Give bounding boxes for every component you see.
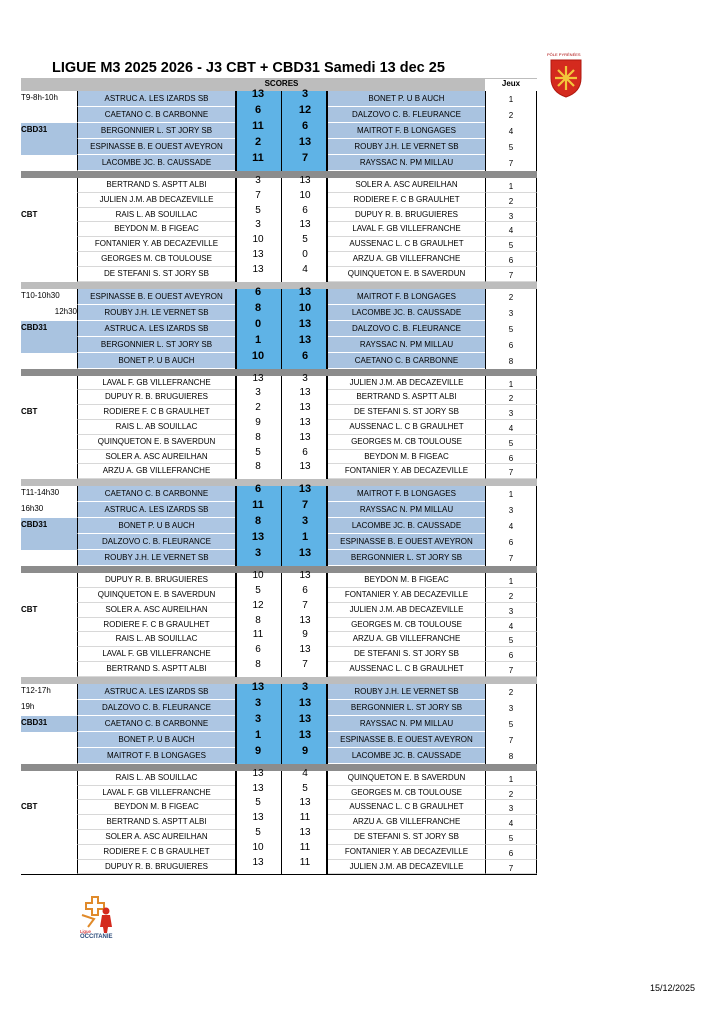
- score-2: 6: [302, 446, 308, 458]
- game-number: 6: [485, 252, 537, 267]
- player-1: SOLER A. ASC AUREILHAN: [77, 830, 235, 845]
- score-1: 2: [255, 402, 261, 414]
- player-2: LACOMBE JC. B. CAUSSADE: [328, 305, 485, 321]
- score-1: 6: [254, 285, 262, 298]
- player-2: JULIEN J.M. AB DECAZEVILLE: [328, 860, 485, 875]
- division-label: CBT: [21, 407, 38, 417]
- score-2: 3: [301, 88, 309, 100]
- game-number: 1: [485, 573, 537, 588]
- score-1: 5: [255, 204, 261, 216]
- player-1: MAITROT F. B LONGAGES: [77, 748, 235, 764]
- scores-header: SCORES: [264, 79, 299, 88]
- score-2: 4: [302, 767, 308, 779]
- player-2: BEYDON M. B FIGEAC: [328, 450, 485, 465]
- score-2: 9: [301, 744, 309, 757]
- player-2: SOLER A. ASC AUREILHAN: [328, 178, 485, 193]
- game-number: 2: [485, 786, 537, 801]
- score-1: 13: [251, 680, 265, 693]
- player-2: RODIERE F. C B GRAULHET: [328, 193, 485, 208]
- player-2: FONTANIER Y. AB DECAZEVILLE: [328, 588, 485, 603]
- player-2: ARZU A. GB VILLEFRANCHE: [328, 252, 485, 267]
- score-1: 13: [252, 767, 264, 779]
- score-1: 5: [255, 446, 261, 458]
- game-number: 7: [485, 550, 537, 566]
- player-1: LAVAL F. GB VILLEFRANCHE: [77, 647, 235, 662]
- game-number: 1: [485, 486, 537, 502]
- player-1: RAIS L. AB SOUILLAC: [77, 632, 235, 647]
- score-2: 6: [301, 120, 309, 132]
- game-number: 7: [485, 464, 537, 479]
- round-label: 16h30: [21, 504, 44, 514]
- score-1: 13: [251, 531, 265, 544]
- match-row: [21, 263, 537, 282]
- score-1: 7: [255, 189, 261, 201]
- player-1: CAETANO C. B CARBONNE: [77, 107, 235, 123]
- round-label: CBD31: [21, 125, 48, 134]
- score-1: 3: [254, 547, 262, 560]
- player-2: BERGONNIER L. ST JORY SB: [328, 700, 485, 716]
- player-2: DUPUY R. B. BRUGUIERES: [328, 208, 485, 223]
- match-row: [21, 152, 537, 171]
- player-1: BERTRAND S. ASPTT ALBI: [77, 662, 235, 677]
- player-1: BERGONNIER L. ST JORY SB: [77, 123, 235, 139]
- player-1: ESPINASSE B. E OUEST AVEYRON: [77, 289, 235, 305]
- score-1: 13: [252, 782, 264, 794]
- game-number: 6: [485, 337, 537, 353]
- round-label: CBD31: [21, 717, 48, 727]
- score-1: 3: [255, 219, 261, 231]
- player-2: DE STEFANI S. ST JORY SB: [328, 647, 485, 662]
- game-number: 3: [485, 208, 537, 223]
- player-1: LAVAL F. GB VILLEFRANCHE: [77, 376, 235, 391]
- player-2: ARZU A. GB VILLEFRANCHE: [328, 632, 485, 647]
- player-2: AUSSENAC L. C B GRAULHET: [328, 800, 485, 815]
- round-label: 12h30: [54, 306, 77, 316]
- label-background: [21, 337, 77, 353]
- score-1: 3: [254, 696, 262, 709]
- label-background: [21, 107, 77, 123]
- game-number: 7: [485, 860, 537, 875]
- score-2: 13: [299, 797, 311, 809]
- player-1: BERTRAND S. ASPTT ALBI: [77, 178, 235, 193]
- round-label: 19h: [21, 701, 35, 711]
- player-2: AUSSENAC L. C B GRAULHET: [328, 662, 485, 677]
- round-label: T10-10h30: [21, 290, 60, 300]
- score-1: 1: [254, 333, 262, 346]
- score-2: 13: [299, 175, 311, 186]
- player-1: ROUBY J.H. LE VERNET SB: [77, 550, 235, 566]
- game-number: 3: [485, 405, 537, 420]
- game-number: 1: [485, 771, 537, 786]
- score-2: 13: [299, 614, 311, 626]
- player-1: GEORGES M. CB TOULOUSE: [77, 252, 235, 267]
- score-1: 10: [252, 841, 264, 853]
- player-2: DE STEFANI S. ST JORY SB: [328, 830, 485, 845]
- score-2: 13: [298, 728, 312, 741]
- player-1: ESPINASSE B. E OUEST AVEYRON: [77, 139, 235, 155]
- score-1: 11: [252, 120, 264, 132]
- page-title: LIGUE M3 2025 2026 - J3 CBT + CBD31 Samedi 13 dec 25: [52, 60, 445, 76]
- game-number: 7: [485, 267, 537, 282]
- score-2: 3: [302, 372, 308, 384]
- player-2: LAVAL F. GB VILLEFRANCHE: [328, 222, 485, 237]
- label-background: [21, 550, 77, 566]
- game-number: 5: [485, 139, 537, 155]
- score-1: 10: [252, 234, 264, 246]
- player-1: ARZU A. GB VILLEFRANCHE: [77, 464, 235, 479]
- logo-line2: OCCITANIE: [80, 934, 113, 940]
- player-2: BERTRAND S. ASPTT ALBI: [328, 390, 485, 405]
- player-2: QUINQUETON E. B SAVERDUN: [328, 267, 485, 282]
- player-1: BONET P. U B AUCH: [77, 518, 235, 534]
- jeux-header: Jeux: [485, 79, 537, 91]
- score-2: 10: [298, 301, 312, 314]
- player-2: ESPINASSE B. E OUEST AVEYRON: [328, 534, 485, 550]
- results-sheet: [21, 78, 537, 875]
- game-number: 3: [485, 502, 537, 518]
- player-2: ROUBY J.H. LE VERNET SB: [328, 684, 485, 700]
- player-1: ROUBY J.H. LE VERNET SB: [77, 305, 235, 321]
- score-2: 6: [302, 584, 308, 596]
- player-2: MAITROT F. B LONGAGES: [328, 486, 485, 502]
- score-2: 13: [298, 136, 312, 148]
- score-1: 6: [254, 483, 262, 496]
- game-number: 1: [485, 91, 537, 107]
- game-number: 2: [485, 684, 537, 700]
- player-1: ASTRUC A. LES IZARDS SB: [77, 684, 235, 700]
- score-2: 11: [299, 812, 311, 824]
- score-1: 2: [254, 136, 262, 148]
- game-number: 2: [485, 107, 537, 123]
- player-1: RAIS L. AB SOUILLAC: [77, 208, 235, 223]
- game-number: 2: [485, 289, 537, 305]
- score-2: 7: [302, 658, 308, 670]
- game-number: 7: [485, 732, 537, 748]
- division-label: CBT: [21, 604, 38, 614]
- round-label: T12-17h: [21, 685, 51, 695]
- score-1: 8: [255, 658, 261, 670]
- round-label: T9-8h-10h: [21, 93, 58, 102]
- player-1: BERGONNIER L. ST JORY SB: [77, 337, 235, 353]
- game-number: 6: [485, 450, 537, 465]
- player-2: DALZOVO C. B. FLEURANCE: [328, 107, 485, 123]
- score-1: 9: [254, 744, 262, 757]
- player-2: CAETANO C. B CARBONNE: [328, 353, 485, 369]
- score-1: 8: [255, 614, 261, 626]
- score-2: 7: [301, 152, 309, 164]
- label-background: [21, 155, 77, 171]
- round-blocks: [21, 88, 537, 875]
- game-number: 2: [485, 588, 537, 603]
- score-2: 13: [298, 696, 312, 709]
- game-number: 4: [485, 618, 537, 633]
- game-number: 2: [485, 193, 537, 208]
- player-1: QUINQUETON E. B SAVERDUN: [77, 435, 235, 450]
- player-2: DE STEFANI S. ST JORY SB: [328, 405, 485, 420]
- player-1: CAETANO C. B CARBONNE: [77, 716, 235, 732]
- game-number: 7: [485, 662, 537, 677]
- score-2: 6: [301, 349, 309, 362]
- game-number: 5: [485, 632, 537, 647]
- game-number: 4: [485, 420, 537, 435]
- game-number: 8: [485, 748, 537, 764]
- score-2: 6: [302, 204, 308, 216]
- score-1: 9: [255, 416, 261, 428]
- game-number: 4: [485, 222, 537, 237]
- player-2: MAITROT F. B LONGAGES: [328, 123, 485, 139]
- game-number: 2: [485, 390, 537, 405]
- score-2: 11: [299, 841, 311, 853]
- player-2: FONTANIER Y. AB DECAZEVILLE: [328, 464, 485, 479]
- player-1: JULIEN J.M. AB DECAZEVILLE: [77, 193, 235, 208]
- score-1: 5: [255, 584, 261, 596]
- player-2: RAYSSAC N. PM MILLAU: [328, 337, 485, 353]
- game-number: 5: [485, 435, 537, 450]
- score-1: 3: [255, 387, 261, 399]
- score-1: 1: [254, 728, 262, 741]
- match-row: [21, 744, 537, 764]
- score-2: 1: [301, 531, 309, 544]
- score-1: 8: [255, 461, 261, 473]
- player-1: DE STEFANI S. ST JORY SB: [77, 267, 235, 282]
- player-1: RAIS L. AB SOUILLAC: [77, 420, 235, 435]
- player-2: RAYSSAC N. PM MILLAU: [328, 716, 485, 732]
- player-1: BEYDON M. B FIGEAC: [77, 222, 235, 237]
- match-row: [21, 461, 537, 479]
- table-bottom-line: [21, 874, 537, 875]
- player-1: ASTRUC A. LES IZARDS SB: [77, 91, 235, 107]
- player-2: JULIEN J.M. AB DECAZEVILLE: [328, 376, 485, 391]
- player-1: CAETANO C. B CARBONNE: [77, 486, 235, 502]
- score-2: 13: [299, 570, 311, 582]
- score-2: 13: [298, 483, 312, 496]
- score-1: 5: [255, 797, 261, 809]
- match-row: [21, 547, 537, 566]
- score-2: 13: [298, 285, 312, 298]
- score-2: 13: [299, 219, 311, 231]
- game-number: 5: [485, 237, 537, 252]
- score-1: 12: [252, 599, 264, 611]
- game-number: 5: [485, 830, 537, 845]
- game-number: 7: [485, 155, 537, 171]
- player-1: RODIERE F. C B GRAULHET: [77, 405, 235, 420]
- player-1: SOLER A. ASC AUREILHAN: [77, 450, 235, 465]
- game-number: 4: [485, 123, 537, 139]
- score-2: 10: [299, 189, 311, 201]
- match-row: [21, 856, 537, 875]
- score-1: 10: [251, 349, 265, 362]
- score-2: 13: [298, 317, 312, 330]
- game-number: 3: [485, 800, 537, 815]
- score-2: 4: [302, 263, 308, 275]
- player-2: BONET P. U B AUCH: [328, 91, 485, 107]
- game-number: 6: [485, 845, 537, 860]
- score-2: 13: [298, 712, 312, 725]
- score-1: 13: [252, 372, 264, 384]
- player-2: FONTANIER Y. AB DECAZEVILLE: [328, 845, 485, 860]
- footer-date: 15/12/2025: [650, 983, 696, 993]
- player-2: RAYSSAC N. PM MILLAU: [328, 155, 485, 171]
- game-number: 6: [485, 647, 537, 662]
- player-2: ARZU A. GB VILLEFRANCHE: [328, 815, 485, 830]
- player-2: BERGONNIER L. ST JORY SB: [328, 550, 485, 566]
- score-2: 13: [299, 387, 311, 399]
- game-number: 6: [485, 534, 537, 550]
- game-number: 3: [485, 603, 537, 618]
- score-2: 12: [298, 104, 312, 116]
- score-2: 11: [299, 856, 311, 868]
- player-2: AUSSENAC L. C B GRAULHET: [328, 420, 485, 435]
- player-2: LACOMBE JC. B. CAUSSADE: [328, 748, 485, 764]
- label-background: [21, 748, 77, 764]
- player-1: LACOMBE JC. B. CAUSSADE: [77, 155, 235, 171]
- score-2: 13: [299, 416, 311, 428]
- player-1: SOLER A. ASC AUREILHAN: [77, 603, 235, 618]
- pole-pyrenees-crest-icon: [548, 52, 584, 98]
- player-2: MAITROT F. B LONGAGES: [328, 289, 485, 305]
- player-2: GEORGES M. CB TOULOUSE: [328, 435, 485, 450]
- player-1: DALZOVO C. B. FLEURANCE: [77, 534, 235, 550]
- player-1: BEYDON M. B FIGEAC: [77, 800, 235, 815]
- player-1: BONET P. U B AUCH: [77, 353, 235, 369]
- score-1: 8: [255, 431, 261, 443]
- score-2: 13: [299, 402, 311, 414]
- division-label: CBT: [21, 802, 38, 812]
- score-1: 8: [254, 515, 262, 528]
- score-2: 3: [301, 680, 309, 693]
- round-label: CBD31: [21, 322, 48, 332]
- player-1: DUPUY R. B. BRUGUIERES: [77, 390, 235, 405]
- player-2: JULIEN J.M. AB DECAZEVILLE: [328, 603, 485, 618]
- crest-label: PÔLE PYRÉNÉES: [547, 52, 581, 57]
- score-1: 10: [252, 570, 264, 582]
- score-2: 13: [299, 431, 311, 443]
- player-1: ASTRUC A. LES IZARDS SB: [77, 321, 235, 337]
- game-number: 4: [485, 518, 537, 534]
- score-2: 13: [299, 461, 311, 473]
- score-2: 7: [302, 599, 308, 611]
- player-1: BERTRAND S. ASPTT ALBI: [77, 815, 235, 830]
- player-2: LACOMBE JC. B. CAUSSADE: [328, 518, 485, 534]
- player-1: FONTANIER Y. AB DECAZEVILLE: [77, 237, 235, 252]
- score-2: 7: [301, 499, 309, 512]
- score-2: 9: [302, 629, 308, 641]
- score-2: 5: [302, 782, 308, 794]
- game-number: 4: [485, 815, 537, 830]
- score-1: 13: [252, 812, 264, 824]
- player-1: DUPUY R. B. BRUGUIERES: [77, 860, 235, 875]
- player-1: RODIERE F. C B GRAULHET: [77, 845, 235, 860]
- label-background: [21, 139, 77, 155]
- game-number: 5: [485, 716, 537, 732]
- player-2: DALZOVO C. B. FLEURANCE: [328, 321, 485, 337]
- match-row: [21, 658, 537, 677]
- game-number: 3: [485, 700, 537, 716]
- player-2: GEORGES M. CB TOULOUSE: [328, 618, 485, 633]
- score-1: 8: [254, 301, 262, 314]
- score-2: 13: [299, 644, 311, 656]
- player-2: ROUBY J.H. LE VERNET SB: [328, 139, 485, 155]
- score-2: 5: [302, 234, 308, 246]
- label-background: [21, 353, 77, 369]
- score-2: 13: [299, 826, 311, 838]
- score-2: 3: [301, 515, 309, 528]
- score-1: 11: [252, 629, 264, 641]
- player-1: DUPUY R. B. BRUGUIERES: [77, 573, 235, 588]
- score-1: 13: [252, 263, 264, 275]
- score-2: 0: [302, 248, 308, 260]
- player-2: RAYSSAC N. PM MILLAU: [328, 502, 485, 518]
- label-background: [21, 732, 77, 748]
- score-1: 13: [252, 248, 264, 260]
- score-1: 6: [254, 104, 262, 116]
- player-1: QUINQUETON E. B SAVERDUN: [77, 588, 235, 603]
- player-1: RAIS L. AB SOUILLAC: [77, 771, 235, 786]
- player-1: DALZOVO C. B. FLEURANCE: [77, 700, 235, 716]
- game-number: 8: [485, 353, 537, 369]
- player-1: BONET P. U B AUCH: [77, 732, 235, 748]
- score-1: 3: [254, 712, 262, 725]
- division-label: CBT: [21, 209, 38, 219]
- score-1: 0: [254, 317, 262, 330]
- label-background: [21, 534, 77, 550]
- player-1: LAVAL F. GB VILLEFRANCHE: [77, 786, 235, 801]
- score-2: 13: [298, 333, 312, 346]
- player-2: QUINQUETON E. B SAVERDUN: [328, 771, 485, 786]
- player-2: BEYDON M. B FIGEAC: [328, 573, 485, 588]
- round-label: CBD31: [21, 520, 48, 530]
- round-label: T11-14h30: [21, 488, 60, 498]
- game-number: 5: [485, 321, 537, 337]
- score-1: 3: [255, 175, 261, 186]
- score-1: 11: [252, 152, 264, 164]
- player-2: ESPINASSE B. E OUEST AVEYRON: [328, 732, 485, 748]
- player-1: ASTRUC A. LES IZARDS SB: [77, 502, 235, 518]
- score-1: 6: [255, 644, 261, 656]
- player-2: AUSSENAC L. C B GRAULHET: [328, 237, 485, 252]
- player-1: RODIERE F. C B GRAULHET: [77, 618, 235, 633]
- score-1: 13: [252, 856, 264, 868]
- game-number: 1: [485, 178, 537, 193]
- player-2: GEORGES M. CB TOULOUSE: [328, 786, 485, 801]
- score-2: 13: [298, 547, 312, 560]
- score-1: 11: [252, 499, 264, 512]
- logo-line1: Ligue: [80, 929, 92, 934]
- score-1: 5: [255, 826, 261, 838]
- game-number: 3: [485, 305, 537, 321]
- match-row: [21, 349, 537, 369]
- game-number: 1: [485, 376, 537, 391]
- score-1: 13: [251, 88, 265, 100]
